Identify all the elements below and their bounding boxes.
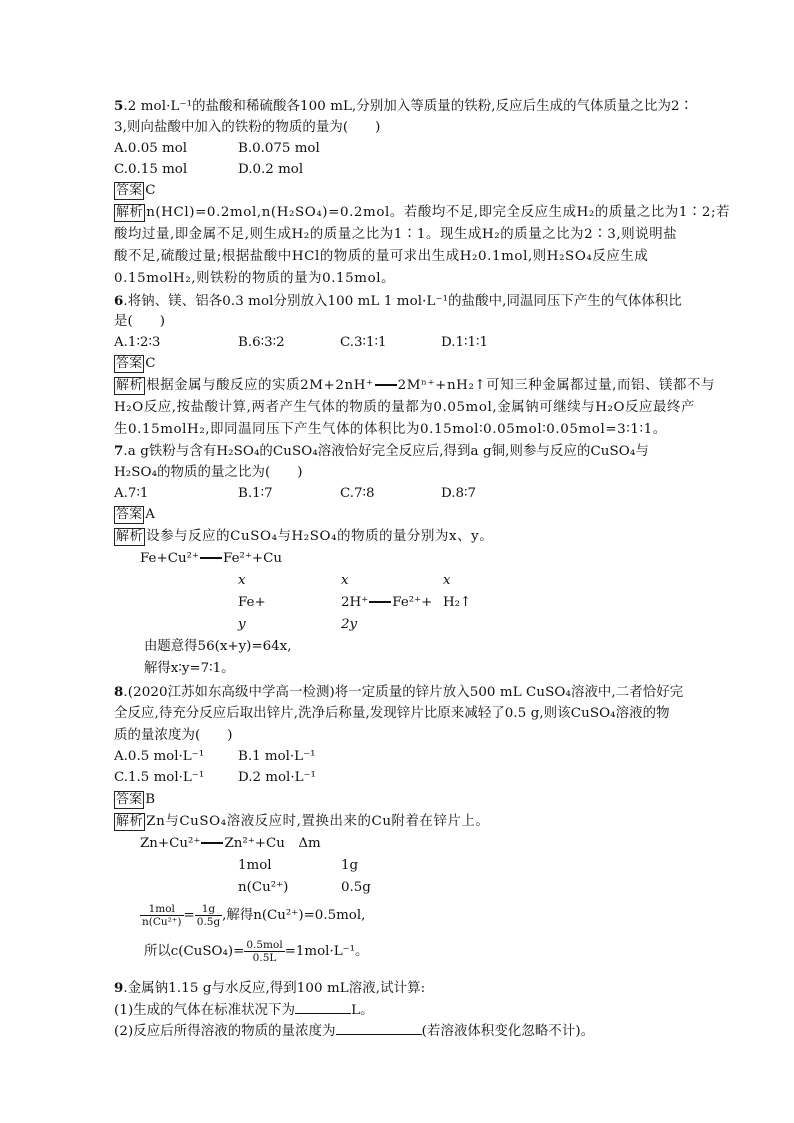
q7-step-2: 解得x∶y=7∶1。 (144, 661, 235, 676)
answer-tag: 答案 (116, 183, 143, 198)
q7-row-y-2: 2y (341, 617, 358, 632)
fraction: $\frac{\text{0.5mol}}{0.5L}$ (246, 939, 283, 964)
q7-option-b: B.1∶7 (238, 486, 273, 501)
answer-tag: 答案 (116, 792, 143, 807)
q8-option-a: A.0.5 mol·L⁻¹ (114, 749, 205, 764)
q7-equation-2: 2H⁺ Fe²⁺+ (341, 595, 433, 610)
reaction-equals-sign (375, 384, 397, 386)
q8-answer: 答案 B (116, 792, 156, 807)
q8-proportion: $\frac{\text{1mol}}{\text{n(Cu²⁺)}}$ = $\frac{1g}{0.5g}$ ,解得n(Cu²⁺)=0.5mol, (142, 903, 366, 928)
q9-stem-line1: 9.金属钠1.15 g与水反应,得到100 mL溶液,试计算: (114, 980, 426, 996)
q9-part1: (1)生成的气体在标准状况下为 L。 (114, 999, 374, 1021)
q5-analysis-line1: 解析 n(HCl)=0.2mol,n(H₂SO₄)=0.2mol。若酸均不足,即完全反应生成H₂的质量之比为1∶2;若 (116, 205, 731, 220)
q5-stem-line1: 5.2 mol·L⁻¹的盐酸和稀硫酸各100 mL,分别加入等质量的铁粉,反应后生成的气体质量之比为2∶ (114, 98, 694, 114)
q6-analysis-line3: 生0.15molH₂,即同温同压下产生气体的体积比为0.15mol∶0.05mol∶0.05mol=3∶1∶1。 (114, 422, 667, 437)
q8-row1-col1: 1mol (238, 858, 272, 873)
answer-blank-1[interactable] (295, 999, 351, 1014)
q7-analysis-line1: 解析 设参与反应的CuSO₄与H₂SO₄的物质的量分别为x、y。 (116, 529, 494, 544)
q6-stem-line1: 6.将钠、镁、铝各0.3 mol分别放入100 mL 1 mol·L⁻¹的盐酸中,同温同压下产生的气体体积比 (114, 293, 682, 309)
q6-analysis-line1: 解析 根据金属与酸反应的实质2M+2nH⁺ 2Mⁿ⁺+nH₂↑可知三种金属都过量,而铝、镁都不与 (116, 378, 715, 393)
analysis-tag: 解析 (116, 814, 144, 829)
q8-row2-col1: n(Cu²⁺) (238, 880, 289, 895)
q6-analysis-line2: H₂O反应,按盐酸计算,两者产生气体的物质的量都为0.05mol,金属钠可继续与H₂O反应最终产 (114, 400, 695, 415)
q5-analysis-line2: 酸均过量,即金属不足,则生成H₂的质量之比为1∶1。现生成H₂的质量之比为2∶3,则说明盐 (114, 227, 678, 242)
q5-option-d: D.0.2 mol (238, 162, 304, 177)
q8-option-d: D.2 mol·L⁻¹ (238, 770, 316, 785)
analysis-tag: 解析 (116, 529, 144, 544)
q9-part2: (2)反应后所得溶液的物质的量浓度为 (若溶液体积变化忽略不计)。 (114, 1020, 594, 1042)
q7-option-d: D.8∶7 (441, 486, 477, 501)
q7-equation-2-fe: Fe+ (238, 595, 266, 610)
q6-option-c: C.3∶1∶1 (340, 335, 387, 350)
q5-option-c: C.0.15 mol (114, 162, 188, 177)
fraction: $\frac{1g}{0.5g}$ (196, 903, 221, 928)
q7-stem-line1: 7.a g铁粉与含有H₂SO₄的CuSO₄溶液恰好完全反应后,得到a g铜,则参与反应的CuSO₄与 (114, 443, 649, 459)
q8-option-b: B.1 mol·L⁻¹ (238, 749, 316, 764)
reaction-equals-sign (200, 557, 222, 559)
q7-step-1: 由题意得56(x+y)=64x, (144, 639, 292, 654)
q6-number: 6 (114, 293, 124, 309)
q5-number: 5 (114, 98, 124, 114)
q8-stem-line3: 质的量浓度为( ) (114, 728, 233, 743)
q8-row2-col2: 0.5g (341, 880, 371, 895)
answer-tag: 答案 (116, 356, 143, 371)
q6-answer: 答案 C (116, 356, 156, 371)
q5-analysis-line3: 酸不足,硫酸过量;根据盐酸中HCl的物质的量可求出生成H₂0.1mol,则H₂SO₄反应生成 (114, 249, 649, 264)
q5-answer: 答案 C (116, 183, 156, 198)
q7-number: 7 (114, 443, 124, 459)
q8-result: 所以c(CuSO₄)= $\frac{\text{0.5mol}}{0.5L}$ =1mol·L⁻¹。 (144, 939, 369, 964)
q9-number: 9 (114, 980, 124, 996)
q8-number: 8 (114, 684, 124, 700)
q7-option-c: C.7∶8 (340, 486, 375, 501)
q7-option-a: A.7∶1 (114, 486, 149, 501)
q7-row-x-1: x (238, 573, 246, 588)
q8-stem-line2: 全反应,待充分反应后取出锌片,洗净后称量,发现锌片比原来减轻了0.5 g,则该CuSO₄溶液的物 (114, 706, 670, 721)
q6-option-a: A.1∶2∶3 (114, 335, 161, 350)
q5-option-b: B.0.075 mol (238, 141, 320, 156)
q5-analysis-line4: 0.15molH₂,则铁粉的物质的量为0.15mol。 (114, 271, 396, 286)
q7-answer: 答案 A (116, 507, 155, 522)
q7-equation-2-gas: H₂↑ (443, 595, 472, 610)
q8-row1-col2: 1g (341, 858, 359, 873)
answer-blank-2[interactable] (336, 1020, 422, 1035)
q5-option-a: A.0.05 mol (114, 141, 188, 156)
analysis-tag: 解析 (116, 378, 144, 393)
answer-tag: 答案 (116, 507, 143, 522)
reaction-equals-sign (201, 842, 223, 844)
q6-stem-line2: 是( ) (114, 314, 166, 329)
analysis-tag: 解析 (116, 205, 144, 220)
q5-stem-line2: 3,则向盐酸中加入的铁粉的物质的量为( ) (114, 120, 381, 135)
q8-stem-line1: 8.(2020江苏如东高级中学高一检测)将一定质量的锌片放入500 mL CuSO₄溶液中,二者恰好完 (114, 684, 684, 700)
q8-equation: Zn+Cu²⁺ Zn²⁺+Cu Δm (140, 836, 321, 851)
q8-option-c: C.1.5 mol·L⁻¹ (114, 770, 205, 785)
q6-option-d: D.1∶1∶1 (441, 335, 489, 350)
fraction: $\frac{\text{1mol}}{\text{n(Cu²⁺)}}$ (142, 903, 182, 928)
q7-row-x-3: x (443, 573, 451, 588)
q7-row-y-1: y (238, 617, 246, 632)
reaction-equals-sign (369, 601, 391, 603)
q7-stem-line2: H₂SO₄的物质的量之比为( ) (114, 465, 303, 480)
q6-option-b: B.6∶3∶2 (238, 335, 285, 350)
q8-analysis-line1: 解析 Zn与CuSO₄溶液反应时,置换出来的Cu附着在锌片上。 (116, 814, 490, 829)
q7-equation-1: Fe+Cu²⁺ Fe²⁺+Cu (140, 551, 283, 566)
q7-row-x-2: x (341, 573, 349, 588)
